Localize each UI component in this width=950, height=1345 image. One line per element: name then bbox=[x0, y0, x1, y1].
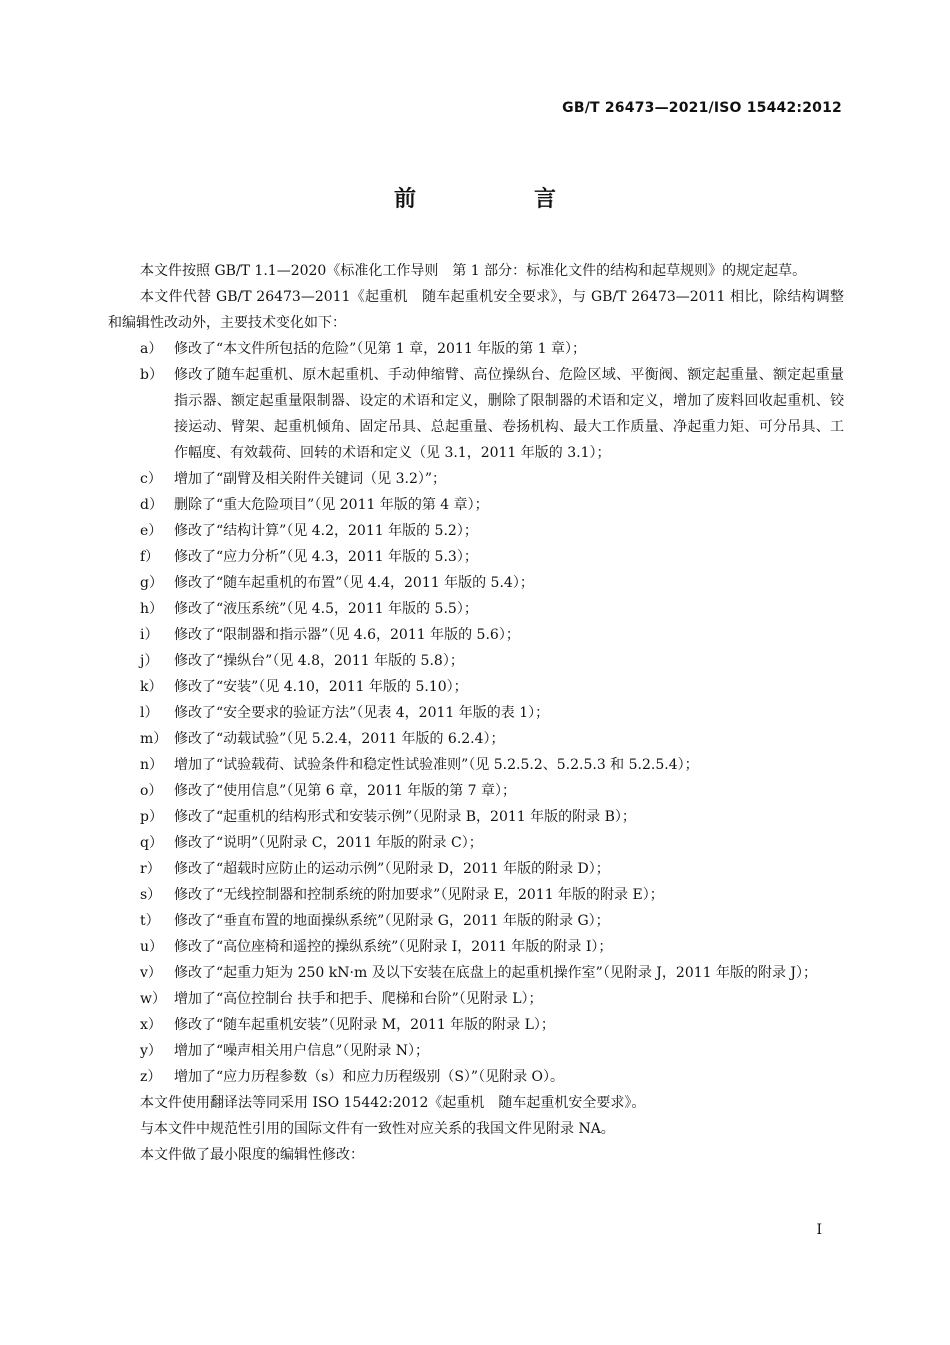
list-item bbox=[108, 544, 844, 570]
list-item-text: 增加了“试验载荷、试验条件和稳定性试验准则”（见 5.2.5.2、5.2.5.3 和 5.2.5.4）； bbox=[174, 757, 699, 773]
list-item-text: 修改了“垂直布置的地面操纵系统”（见附录 G，2011 年版的附录 G）； bbox=[174, 913, 610, 929]
list-item bbox=[108, 674, 844, 700]
list-item-text: 修改了“应力分析”（见 4.3，2011 年版的 5.3）； bbox=[174, 549, 478, 565]
list-item bbox=[108, 648, 844, 674]
intro-paragraph: 本文件按照 GB/T 1.1—2020《标准化工作导则 第 1 部分：标准化文件的结构和起草规则》的规定起草。 bbox=[140, 263, 807, 279]
list-item bbox=[108, 960, 844, 986]
list-item-marker: z） bbox=[140, 1069, 162, 1085]
document-body bbox=[108, 258, 844, 1168]
standard-code-header: GB/T 26473—2021/ISO 15442:2012 bbox=[562, 100, 842, 116]
list-item-marker: a） bbox=[140, 341, 163, 357]
list-item-marker: n） bbox=[140, 757, 164, 773]
list-item-text: 修改了“安装”（见 4.10，2011 年版的 5.10）； bbox=[174, 679, 468, 695]
list-item bbox=[108, 622, 844, 648]
list-item bbox=[108, 1012, 844, 1038]
list-item-text: 修改了“动载试验”（见 5.2.4，2011 年版的 6.2.4）； bbox=[174, 731, 505, 747]
list-item-marker: i） bbox=[140, 627, 159, 643]
list-item-text: 增加了“应力历程参数（s）和应力历程级别（S）”（见附录 O）。 bbox=[174, 1069, 565, 1085]
list-item bbox=[108, 596, 844, 622]
list-item-text: 修改了“操纵台”（见 4.8，2011 年版的 5.8）； bbox=[174, 653, 464, 669]
list-item-text: 增加了“高位控制台 扶手和把手、爬梯和台阶”（见附录 L）； bbox=[174, 991, 543, 1007]
list-item-text: 修改了“随车起重机安装”（见附录 M，2011 年版的附录 L）； bbox=[174, 1017, 555, 1033]
list-item-text: 修改了“起重机的结构形式和安装示例”（见附录 B，2011 年版的附录 B）； bbox=[174, 809, 636, 825]
list-item-text: 修改了“随车起重机的布置”（见 4.4，2011 年版的 5.4）； bbox=[174, 575, 534, 591]
list-item bbox=[108, 908, 844, 934]
list-item-text: 修改了随车起重机、原木起重机、手动伸缩臂、高位操纵台、危险区域、平衡阀、额定起重量、额定起重量指示器、额定起重量限制器、设定的术语和定义，删除了限制器的术语和定义，增加了废料回收起重机、铰接运动、臂架、起重机倾角、固定吊具、总起重量、卷扬机构、最大工作质量、净起重力矩、可分吊具、工作幅度、有效载荷、回转的术语和定义（见 3.1，2011 年版的 3.1）； bbox=[174, 367, 844, 461]
intro-paragraph: 本文件代替 GB/T 26473—2011《起重机 随车起重机安全要求》，与 GB/T 26473—2011 相比，除结构调整和编辑性改动外，主要技术变化如下： bbox=[108, 289, 844, 331]
list-item-marker: y） bbox=[140, 1043, 162, 1059]
list-item-text: 修改了“起重力矩为 250 kN·m 及以下安装在底盘上的起重机操作室”（见附录 J，2011 年版的附录 J）； bbox=[174, 965, 818, 981]
list-item-marker: x） bbox=[140, 1017, 162, 1033]
list-item-marker: d） bbox=[140, 497, 163, 513]
list-item-text: 修改了“结构计算”（见 4.2，2011 年版的 5.2）； bbox=[174, 523, 478, 539]
page-number: I bbox=[816, 1222, 822, 1238]
list-item-marker: p） bbox=[140, 809, 163, 825]
outro-paragraph: 本文件使用翻译法等同采用 ISO 15442:2012《起重机 随车起重机安全要求》。 bbox=[140, 1095, 646, 1111]
list-item-text: 修改了“无线控制器和控制系统的附加要求”（见附录 E，2011 年版的附录 E）； bbox=[174, 887, 664, 903]
list-item-text: 修改了“使用信息”（见第 6 章，2011 年版的第 7 章）； bbox=[174, 783, 517, 799]
list-item-text: 修改了“超载时应防止的运动示例”（见附录 D，2011 年版的附录 D）； bbox=[174, 861, 610, 877]
list-item bbox=[108, 570, 844, 596]
list-item-text: 修改了“本文件所包括的危险”（见第 1 章，2011 年版的第 1 章）； bbox=[174, 341, 587, 357]
list-item-marker: j） bbox=[140, 653, 159, 669]
list-item-text: 修改了“说明”（见附录 C，2011 年版的附录 C）； bbox=[174, 835, 483, 851]
list-item bbox=[108, 778, 844, 804]
list-item-text: 修改了“液压系统”（见 4.5，2011 年版的 5.5）； bbox=[174, 601, 478, 617]
changes-list bbox=[108, 336, 844, 1090]
list-item-marker: e） bbox=[140, 523, 163, 539]
outro-paragraph: 本文件做了最小限度的编辑性修改： bbox=[140, 1147, 364, 1163]
list-item bbox=[108, 986, 844, 1012]
list-item-text: 删除了“重大危险项目”（见 2011 年版的第 4 章）； bbox=[174, 497, 489, 513]
list-item bbox=[108, 492, 844, 518]
list-item bbox=[108, 1038, 844, 1064]
list-item bbox=[108, 752, 844, 778]
list-item-marker: v） bbox=[140, 965, 162, 981]
list-item-marker: t） bbox=[140, 913, 160, 929]
list-item bbox=[108, 1064, 844, 1090]
list-item bbox=[108, 518, 844, 544]
list-item-marker: w） bbox=[140, 991, 166, 1007]
list-item-marker: h） bbox=[140, 601, 164, 617]
list-item bbox=[108, 362, 844, 466]
list-item bbox=[108, 336, 844, 362]
list-item bbox=[108, 700, 844, 726]
list-item-marker: g） bbox=[140, 575, 163, 591]
list-item-marker: q） bbox=[140, 835, 163, 851]
list-item bbox=[108, 882, 844, 908]
list-item bbox=[108, 830, 844, 856]
list-item-text: 增加了“噪声相关用户信息”（见附录 N）； bbox=[174, 1043, 430, 1059]
list-item-marker: u） bbox=[140, 939, 164, 955]
list-item-marker: s） bbox=[140, 887, 162, 903]
list-item-marker: l） bbox=[140, 705, 159, 721]
page-title: 前 言 bbox=[393, 187, 604, 212]
list-item-marker: f） bbox=[140, 549, 160, 565]
list-item-text: 修改了“限制器和指示器”（见 4.6，2011 年版的 5.6）； bbox=[174, 627, 520, 643]
list-item-text: 增加了“副臂及相关附件关键词（见 3.2）”； bbox=[174, 471, 447, 487]
list-item bbox=[108, 726, 844, 752]
list-item bbox=[108, 934, 844, 960]
list-item-marker: o） bbox=[140, 783, 163, 799]
list-item-marker: m） bbox=[140, 731, 168, 747]
list-item bbox=[108, 466, 844, 492]
list-item-marker: c） bbox=[140, 471, 162, 487]
list-item-text: 修改了“高位座椅和遥控的操纵系统”（见附录 I，2011 年版的附录 I）； bbox=[174, 939, 613, 955]
list-item-marker: k） bbox=[140, 679, 163, 695]
list-item-marker: b） bbox=[140, 367, 163, 383]
list-item bbox=[108, 804, 844, 830]
list-item bbox=[108, 856, 844, 882]
list-item-text: 修改了“安全要求的验证方法”（见表 4，2011 年版的表 1）； bbox=[174, 705, 550, 721]
list-item-marker: r） bbox=[140, 861, 161, 877]
outro-paragraph: 与本文件中规范性引用的国际文件有一致性对应关系的我国文件见附录 NA。 bbox=[140, 1121, 615, 1137]
